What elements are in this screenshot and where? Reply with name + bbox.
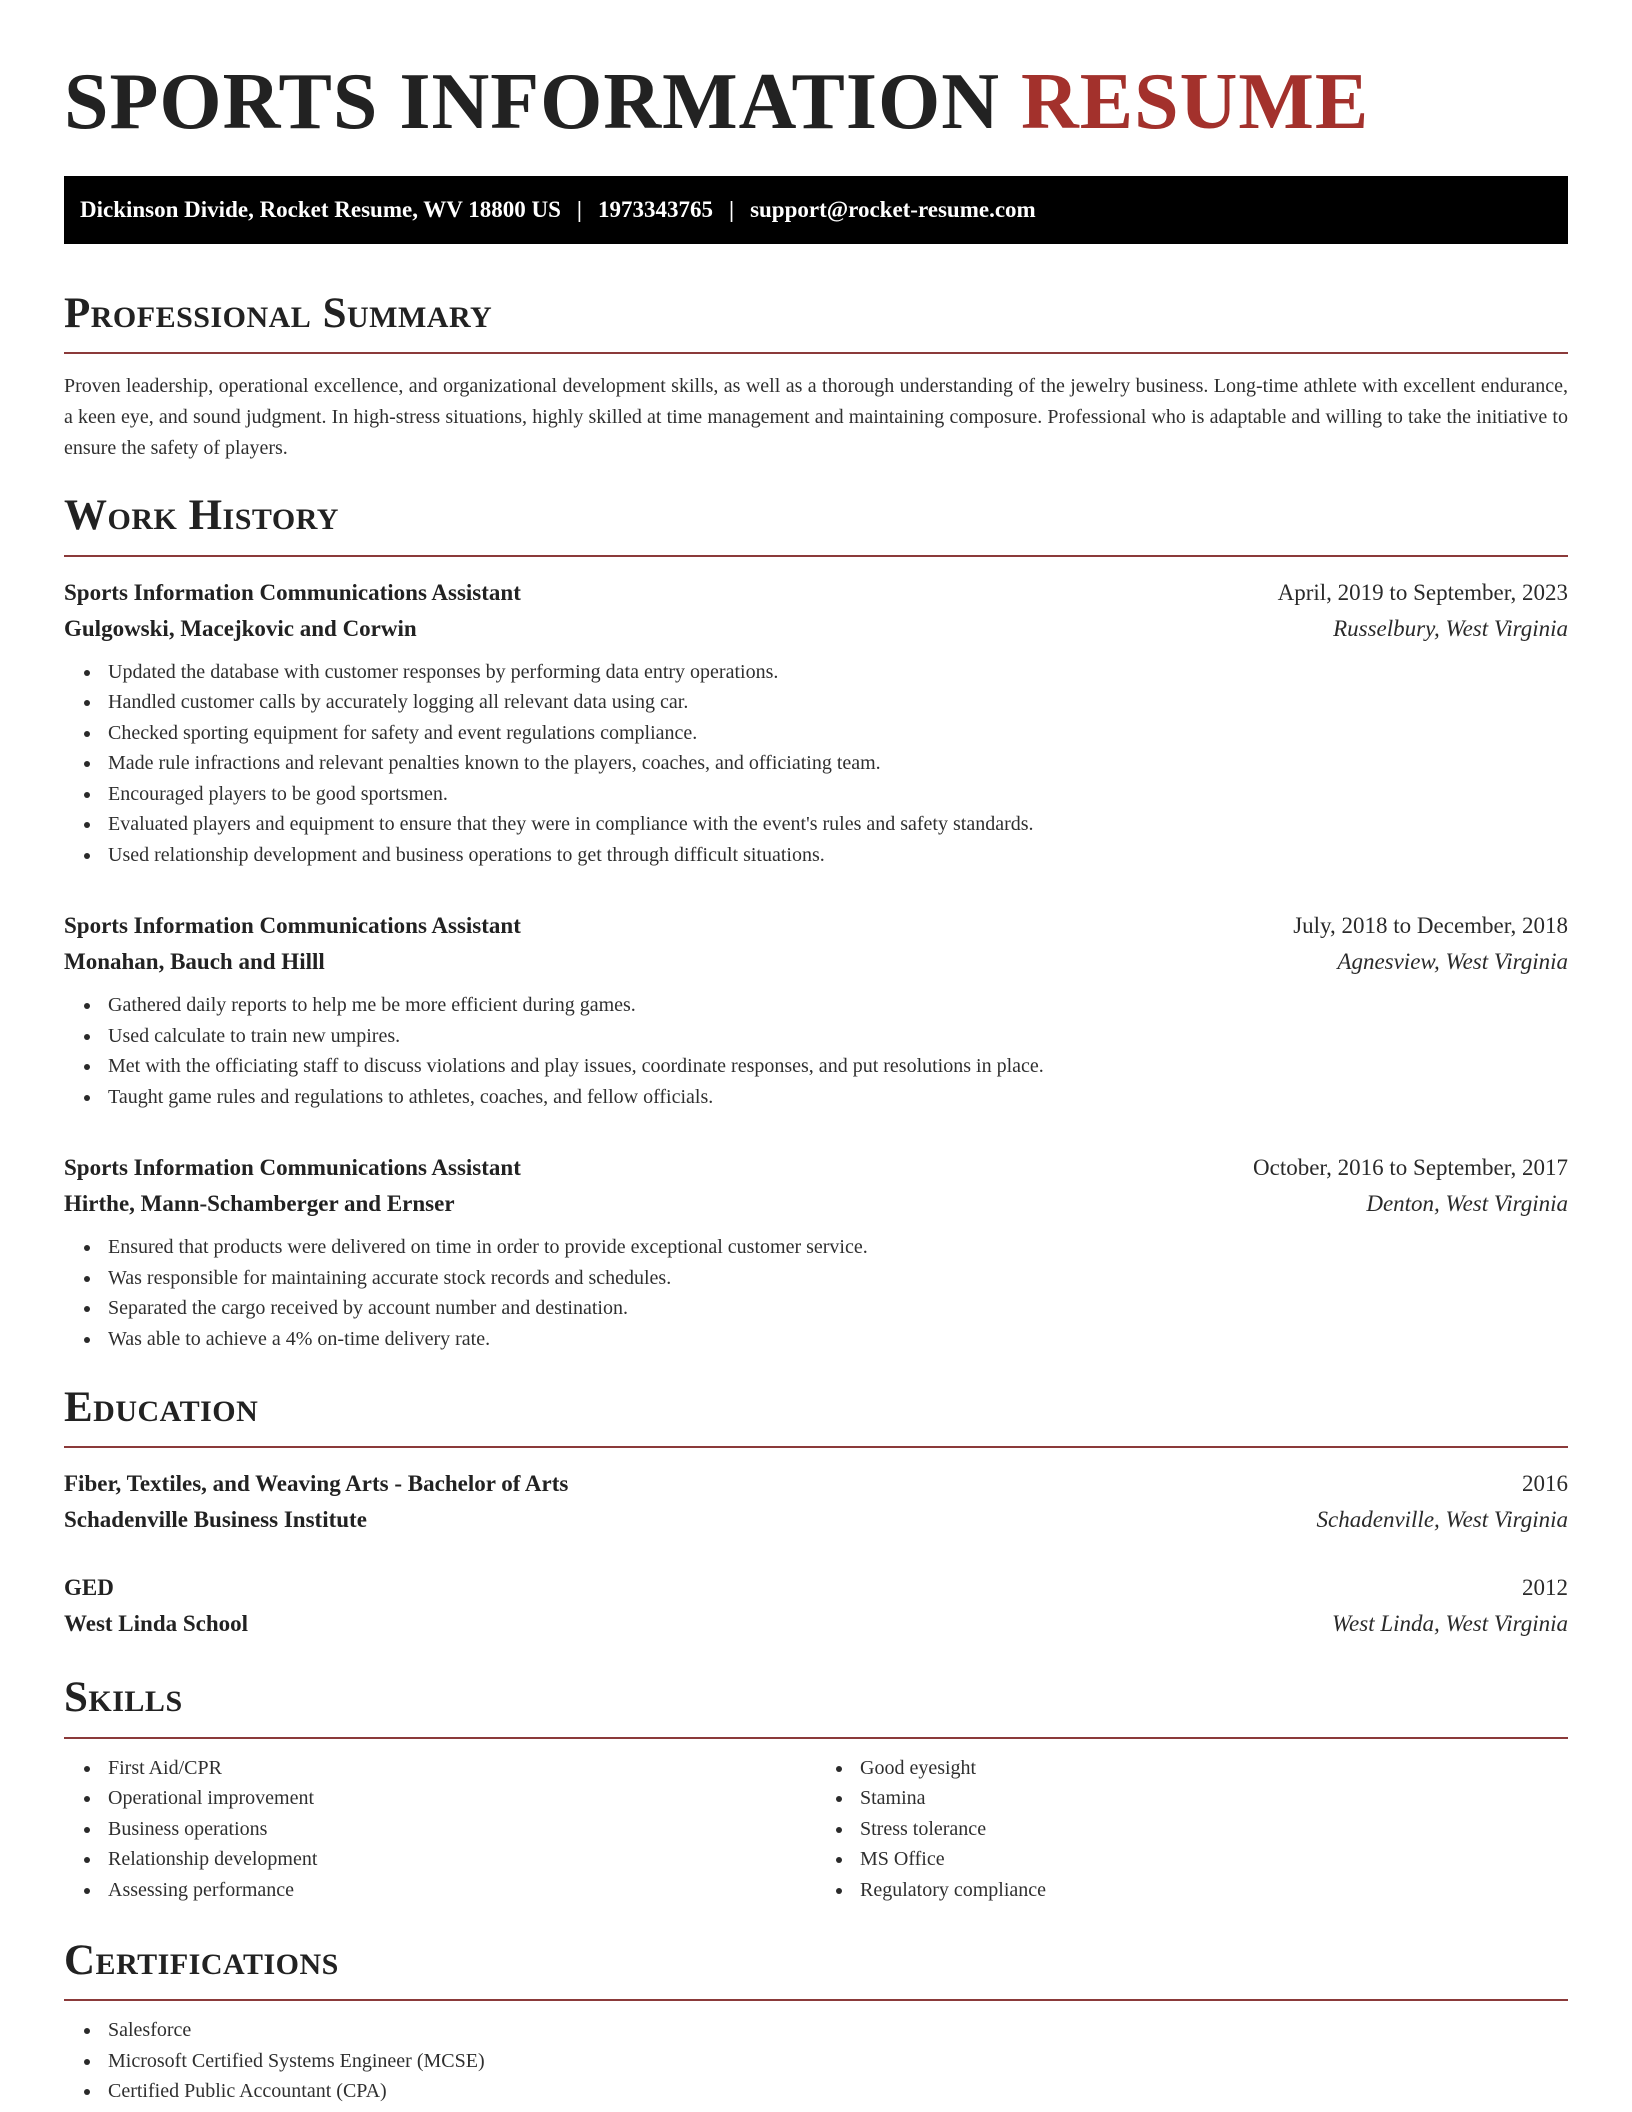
list-item: Relationship development: [108, 1844, 816, 1875]
job-duties: [64, 990, 1568, 1112]
title-accent: RESUME: [1021, 58, 1370, 146]
school-name: Schadenville Business Institute: [64, 1507, 367, 1533]
list-item: Encouraged players to be good sportsmen.: [108, 779, 1568, 810]
certifications-heading: Certifications: [64, 1937, 339, 1985]
skills-heading: Skills: [64, 1674, 183, 1722]
list-item: Ensured that products were delivered on time in order to provide exceptional customer service.: [108, 1232, 1568, 1263]
list-item: Was able to achieve a 4% on-time delivery rate.: [108, 1324, 1568, 1355]
summary-heading: Professional Summary: [64, 290, 493, 337]
skills-column-right: [816, 1753, 1568, 1906]
list-item: Stamina: [860, 1783, 1568, 1814]
section-divider: [64, 352, 1568, 354]
section-divider: [64, 1737, 1568, 1739]
list-item: Good eyesight: [860, 1753, 1568, 1784]
school-location: West Linda, West Virginia: [1332, 1611, 1568, 1637]
job-entry: [64, 1150, 1568, 1354]
list-item: Used calculate to train new umpires.: [108, 1021, 1568, 1052]
summary-text: Proven leadership, operational excellence, and organizational development skills, as well as a thorough understanding of the jewelry business. Long-time athlete with excellent endurance, a keen eye, and sound judgment. In high-stress situations, highly skilled at time management and maintaining composure. Professional who is adaptable and willing to take the initiative to ensure the safety of players.: [64, 375, 1568, 460]
education-entry: [64, 1466, 1568, 1538]
job-dates: July, 2018 to December, 2018: [1293, 913, 1568, 939]
job-title: Sports Information Communications Assistant: [64, 1155, 521, 1181]
job-dates: April, 2019 to September, 2023: [1277, 579, 1568, 605]
job-company: Hirthe, Mann-Schamberger and Ernser: [64, 1191, 455, 1217]
job-location: Agnesview, West Virginia: [1337, 949, 1568, 975]
graduation-year: 2016: [1522, 1471, 1568, 1497]
job-entry: [64, 908, 1568, 1112]
job-company: Gulgowski, Macejkovic and Corwin: [64, 615, 417, 641]
school-location: Schadenville, West Virginia: [1316, 1507, 1568, 1533]
degree: Fiber, Textiles, and Weaving Arts - Bachelor of Arts: [64, 1471, 569, 1497]
contact-separator: |: [728, 197, 735, 222]
job-title: Sports Information Communications Assistant: [64, 579, 521, 605]
list-item: Regulatory compliance: [860, 1875, 1568, 1906]
job-duties: [64, 657, 1568, 871]
list-item: Separated the cargo received by account number and destination.: [108, 1293, 1568, 1324]
list-item: Business operations: [108, 1814, 816, 1845]
job-location: Denton, West Virginia: [1366, 1191, 1568, 1217]
skills-list: [64, 1753, 1568, 1906]
list-item: First Aid/CPR: [108, 1753, 816, 1784]
job-entry: [64, 575, 1568, 871]
list-item: Evaluated players and equipment to ensure that they were in compliance with the event's rules and safety standards.: [108, 809, 1568, 840]
section-divider: [64, 555, 1568, 557]
education-entry: [64, 1570, 1568, 1642]
job-dates: October, 2016 to September, 2017: [1253, 1155, 1568, 1181]
job-title: Sports Information Communications Assistant: [64, 913, 521, 939]
list-item: Taught game rules and regulations to athletes, coaches, and fellow officials.: [108, 1082, 1568, 1113]
list-item: Handled customer calls by accurately logging all relevant data using car.: [108, 687, 1568, 718]
list-item: Operational improvement: [108, 1783, 816, 1814]
contact-email: support@rocket-resume.com: [750, 197, 1036, 222]
section-divider: [64, 1446, 1568, 1448]
list-item: Met with the officiating staff to discuss violations and play issues, coordinate responses, and put resolutions in place.: [108, 1051, 1568, 1082]
degree: GED: [64, 1575, 114, 1601]
job-company: Monahan, Bauch and Hilll: [64, 949, 325, 975]
work-history-heading: Work History: [64, 492, 339, 540]
job-duties: [64, 1232, 1568, 1354]
certifications-list: [64, 2015, 1568, 2107]
job-location: Russelbury, West Virginia: [1333, 615, 1568, 641]
list-item: Updated the database with customer responses by performing data entry operations.: [108, 657, 1568, 688]
resume-title: [64, 50, 1568, 146]
list-item: Stress tolerance: [860, 1814, 1568, 1845]
contact-address: Dickinson Divide, Rocket Resume, WV 18800 US: [80, 197, 561, 222]
list-item: Salesforce: [108, 2015, 1568, 2046]
list-item: Used relationship development and business operations to get through difficult situations.: [108, 840, 1568, 871]
list-item: Gathered daily reports to help me be more efficient during games.: [108, 990, 1568, 1021]
list-item: Was responsible for maintaining accurate stock records and schedules.: [108, 1263, 1568, 1294]
skills-column-left: [64, 1753, 816, 1906]
title-main: SPORTS INFORMATION: [64, 58, 1001, 146]
list-item: Certified Public Accountant (CPA): [108, 2076, 1568, 2107]
list-item: Made rule infractions and relevant penalties known to the players, coaches, and officiating team.: [108, 748, 1568, 779]
school-name: West Linda School: [64, 1611, 249, 1637]
education-heading: Education: [64, 1384, 259, 1432]
list-item: MS Office: [860, 1844, 1568, 1875]
list-item: Assessing performance: [108, 1875, 816, 1906]
list-item: Microsoft Certified Systems Engineer (MCSE): [108, 2046, 1568, 2077]
section-divider: [64, 1999, 1568, 2001]
contact-bar: [64, 176, 1568, 244]
graduation-year: 2012: [1522, 1575, 1568, 1601]
contact-phone: 1973343765: [597, 197, 713, 222]
list-item: Checked sporting equipment for safety and event regulations compliance.: [108, 718, 1568, 749]
contact-separator: |: [576, 197, 582, 222]
